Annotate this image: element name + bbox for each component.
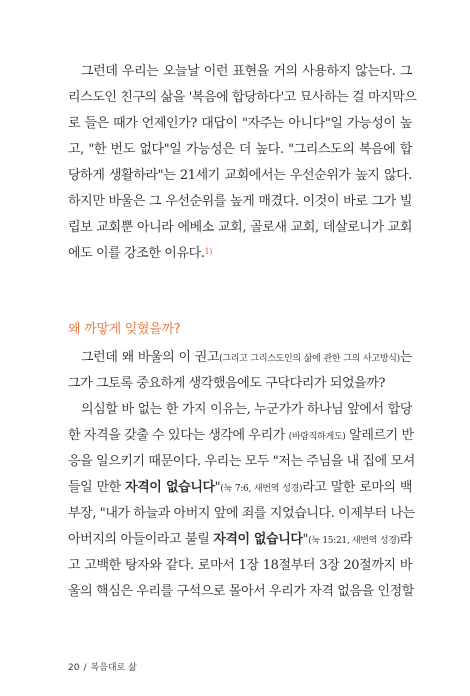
p3-l6-c: 라 xyxy=(399,532,413,547)
p3-line-8: 울의 핵심은 우리를 구석으로 몰아서 우리가 자격 없음을 인정할 xyxy=(68,584,414,599)
book-title: 복음대로 삶 xyxy=(90,663,137,673)
p3-l4-b: " xyxy=(214,480,221,495)
p3-l6-b: " xyxy=(302,532,309,547)
p3-l2-small: (바람직하게도) xyxy=(288,432,346,442)
p3-line-3: 응을 일으키기 때문이다. 우리는 모두 "저는 주님을 내 집에 모셔 xyxy=(68,454,415,469)
p1-line-8-text: 에도 이를 강조한 이유다. xyxy=(68,246,205,261)
p3-line-1: 의심할 바 없는 한 가지 이유는, 누군가가 하나님 앞에서 합당 xyxy=(81,402,412,417)
p2-line-1 xyxy=(68,350,412,367)
p3-l6-small: (눅 15:21, 새번역 성경) xyxy=(308,536,400,546)
p1-line-8 xyxy=(68,246,412,262)
p3-l6-bold: 자격이 없습니다 xyxy=(213,532,303,547)
p3-line-4 xyxy=(68,480,412,497)
page-number: 20 xyxy=(68,663,80,673)
p1-line-7: 립보 교회뿐 아니라 에베소 교회, 골로새 교회, 데살로니가 교회 xyxy=(68,220,412,235)
p3-l4-c: 라고 말한 로마의 백 xyxy=(302,480,413,495)
p3-line-6 xyxy=(68,532,412,549)
p2-line-2: 그가 그토록 중요하게 생각했음에도 구닥다리가 되었을까? xyxy=(68,376,386,391)
footer-separator: / xyxy=(83,663,87,673)
p1-line-4: 고, "한 번도 없다"일 가능성은 더 높다. "그리스도의 복음에 합 xyxy=(68,142,412,157)
p1-line-6: 하지만 바울은 그 우선순위를 높게 매겼다. 이것이 바로 그가 빌 xyxy=(68,194,412,209)
page-footer xyxy=(68,660,137,673)
p1-line-3: 로 들은 때가 언제인가? 대답이 "자주는 아니다"일 가능성이 높 xyxy=(68,116,412,131)
p1-line-1: 그런데 우리는 오늘날 이런 표현을 거의 사용하지 않는다. 그 xyxy=(81,64,412,79)
p2-l1-b: 는 xyxy=(399,350,412,365)
footnote-marker: 1) xyxy=(204,247,212,256)
p3-l2-a: 한 자격을 갖출 수 있다는 생각에 우리가 xyxy=(68,428,289,443)
p1-line-2: 리스도인 친구의 삶을 '복음에 합당하다'고 묘사하는 걸 마지막으 xyxy=(68,90,417,105)
p2-l1-a: 그런데 왜 바울의 이 권고 xyxy=(81,350,220,365)
p2-l1-small: (그리고 그리스도인의 삶에 관한 그의 사고방식) xyxy=(219,354,400,364)
p3-l2-b: 알레르기 반 xyxy=(345,428,414,443)
p3-l6-a: 아버지의 아들이라고 불릴 xyxy=(68,532,214,547)
p3-line-5: 부장, "내가 하늘과 아버지 앞에 죄를 지었습니다. 이제부터 나는 xyxy=(68,506,415,521)
p3-line-2 xyxy=(68,428,412,445)
p3-l4-small: (눅 7:6, 새번역 성경) xyxy=(220,484,303,494)
p3-l4-bold: 자격이 없습니다 xyxy=(124,480,215,495)
p3-l4-a: 들일 만한 xyxy=(68,480,125,495)
section-heading: 왜 까맣게 잊혔을까? xyxy=(68,322,181,337)
p3-line-7: 고 고백한 탕자와 같다. 로마서 1장 18절부터 3장 20절까지 바 xyxy=(68,558,412,573)
p1-line-5: 당하게 생활하라"는 21세기 교회에서는 우선순위가 높지 않다. xyxy=(68,168,412,183)
